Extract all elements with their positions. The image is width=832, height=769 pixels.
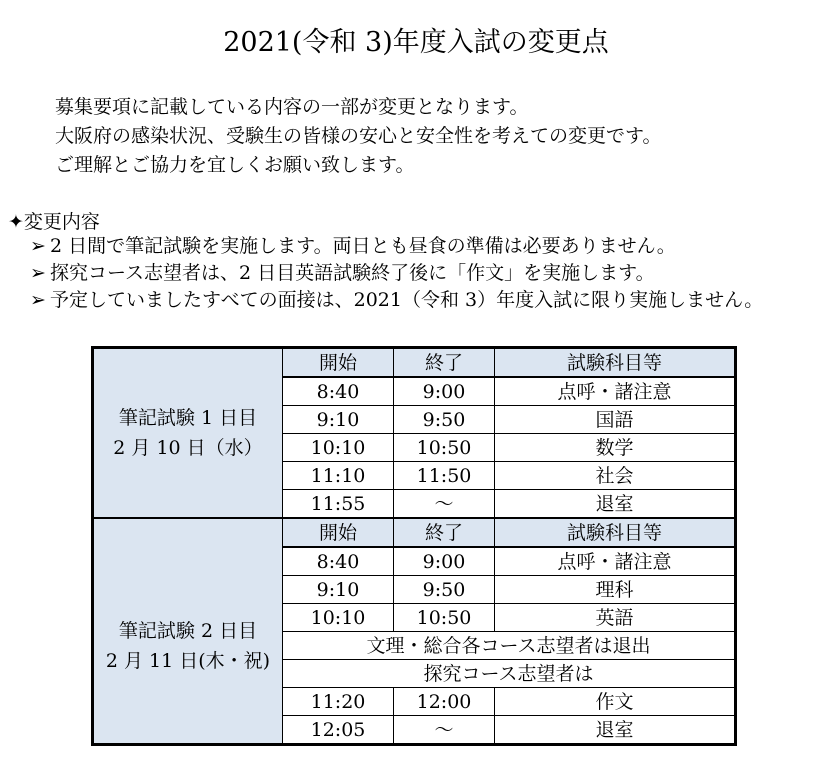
- arrow-bullet-icon: ➢: [30, 235, 46, 257]
- arrow-bullet-icon: ➢: [30, 262, 46, 284]
- subject: 退室: [495, 716, 736, 745]
- subject: 点呼・諸注意: [495, 547, 736, 576]
- subject: 退室: [495, 490, 736, 519]
- subject: 点呼・諸注意: [495, 377, 736, 406]
- day2-date: 2 月 11 日(木・祝): [105, 650, 271, 672]
- end-time: 9:00: [394, 377, 495, 406]
- start-time: 10:10: [283, 434, 394, 462]
- subject: 理科: [495, 576, 736, 604]
- end-time: 9:50: [394, 406, 495, 434]
- start-time: 9:10: [283, 576, 394, 604]
- end-time: ～: [394, 490, 495, 519]
- start-time: 11:20: [283, 688, 394, 716]
- list-item: [30, 287, 763, 314]
- note-cell: 文理・総合各コース志望者は退出: [283, 632, 736, 660]
- changes-heading: [8, 207, 100, 234]
- end-time: 12:00: [394, 688, 495, 716]
- subject: 数学: [495, 434, 736, 462]
- day1-date: 2 月 10 日（水）: [113, 437, 263, 459]
- exam-schedule-table: [91, 346, 737, 746]
- header-end: 終了: [394, 518, 495, 547]
- end-time: ～: [394, 716, 495, 745]
- start-time: 12:05: [283, 716, 394, 745]
- list-item-text: 探究コース志望者は、2 日目英語試験終了後に「作文」を実施します。: [50, 262, 655, 284]
- start-time: 8:40: [283, 547, 394, 576]
- arrow-bullet-icon: ➢: [30, 289, 46, 311]
- header-subject: 試験科目等: [495, 518, 736, 547]
- intro-line: 募集要項に記載している内容の一部が変更となります。: [55, 96, 529, 118]
- end-time: 9:50: [394, 576, 495, 604]
- start-time: 9:10: [283, 406, 394, 434]
- start-time: 10:10: [283, 604, 394, 632]
- day1-label: 筆記試験 1 日目: [118, 407, 258, 429]
- subject: 作文: [495, 688, 736, 716]
- intro-line: 大阪府の感染状況、受験生の皆様の安心と安全性を考えての変更です。: [55, 125, 662, 147]
- subject: 国語: [495, 406, 736, 434]
- end-time: 10:50: [394, 434, 495, 462]
- list-item: [30, 260, 763, 287]
- end-time: 10:50: [394, 604, 495, 632]
- subject: 英語: [495, 604, 736, 632]
- day2-label: 筆記試験 2 日目: [118, 620, 258, 642]
- start-time: 8:40: [283, 377, 394, 406]
- list-item: [30, 233, 763, 260]
- end-time: 11:50: [394, 462, 495, 490]
- page-title: 2021(令和 3)年度入試の変更点: [223, 27, 609, 58]
- start-time: 11:55: [283, 490, 394, 519]
- list-item-text: 2 日間で筆記試験を実施します。両日とも昼食の準備は必要ありません。: [50, 235, 676, 257]
- changes-list: [30, 233, 763, 314]
- subject: 社会: [495, 462, 736, 490]
- day1-label-cell: [93, 348, 283, 519]
- header-start: 開始: [283, 348, 394, 378]
- header-start: 開始: [283, 518, 394, 547]
- start-time: 11:10: [283, 462, 394, 490]
- note-cell: 探究コース志望者は: [283, 660, 736, 688]
- intro-line: ご理解とご協力を宜しくお願い致します。: [55, 154, 415, 176]
- table-header-row: [93, 518, 736, 547]
- header-subject: 試験科目等: [495, 348, 736, 378]
- day2-label-cell: [93, 518, 283, 745]
- header-end: 終了: [394, 348, 495, 378]
- end-time: 9:00: [394, 547, 495, 576]
- table-header-row: [93, 348, 736, 378]
- changes-heading-label: 変更内容: [23, 211, 100, 233]
- list-item-text: 予定していましたすべての面接は、2021（令和 3）年度入試に限り実施しません。: [50, 289, 764, 311]
- intro-paragraph: [55, 93, 661, 180]
- star-bullet-icon: ✦: [8, 211, 24, 233]
